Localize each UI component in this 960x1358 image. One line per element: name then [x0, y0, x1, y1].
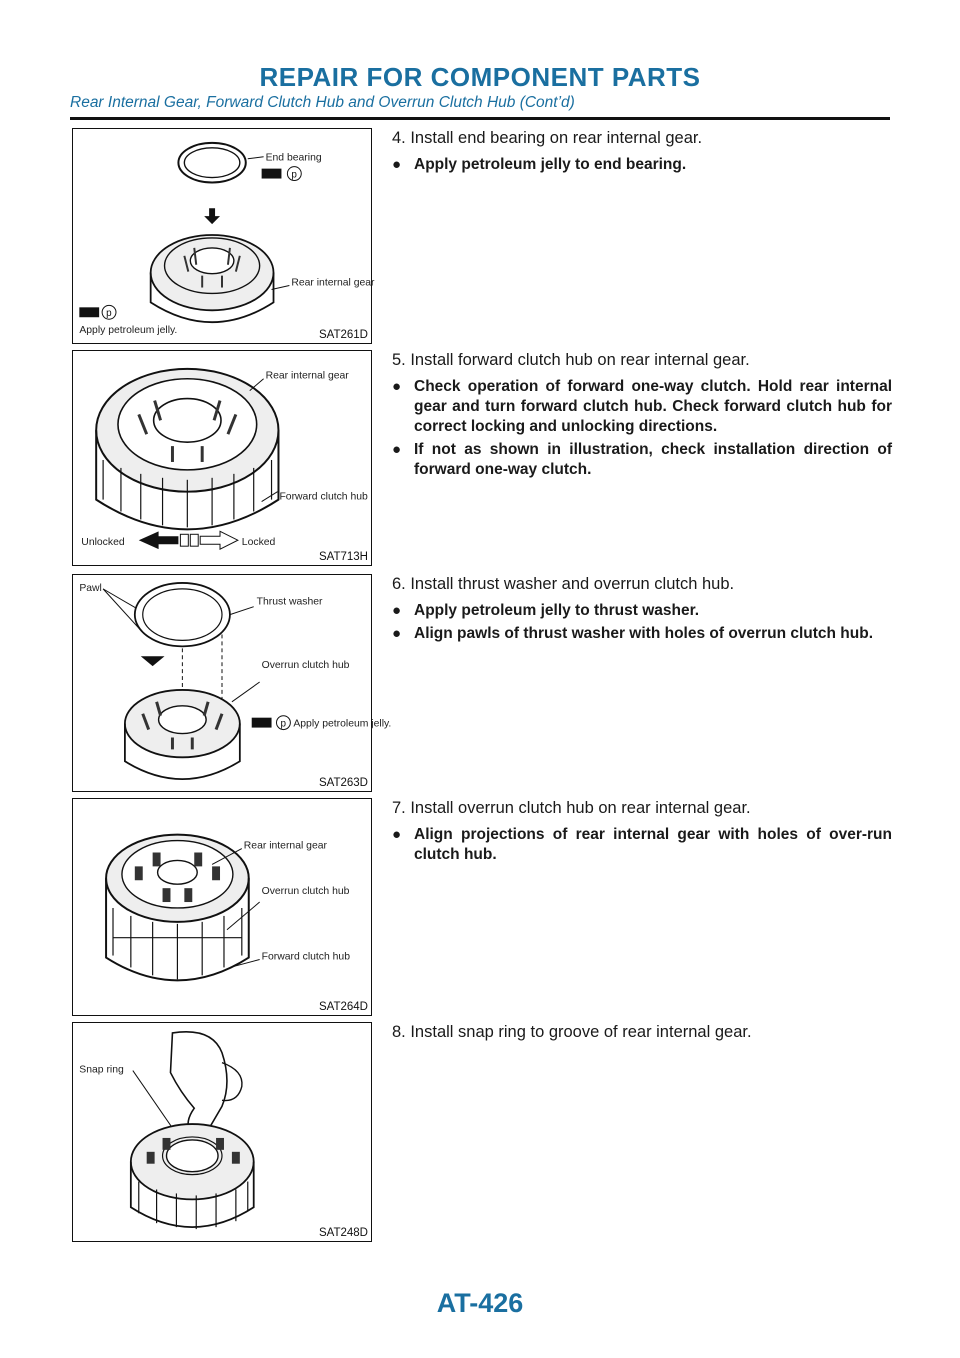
page-subtitle: Rear Internal Gear, Forward Clutch Hub and Overrun Clutch Hub (Cont’d) [70, 94, 575, 111]
label-unlocked: Unlocked [81, 537, 125, 549]
svg-text:p: p [106, 308, 112, 320]
label-overrun-clutch-hub: Overrun clutch hub [261, 886, 350, 898]
bullet-icon: ● [392, 625, 402, 642]
figure-forward-clutch-hub [72, 350, 372, 566]
label-snap-ring: Snap ring [79, 1064, 124, 1076]
overrun-clutch-hub-illustration [73, 799, 371, 1015]
bullet-item: ● Apply petroleum jelly to end bearing. [392, 156, 687, 173]
step-text [392, 1022, 892, 1049]
label-apply-petroleum-jelly: Apply petroleum jelly. [79, 325, 178, 337]
step-instruction: 5. Install forward clutch hub on rear internal gear. [392, 351, 750, 369]
figure-code: SAT261D [318, 329, 368, 341]
step-text [392, 798, 892, 868]
figure-code: SAT263D [318, 777, 368, 789]
step-instruction: 6. Install thrust washer and overrun clutch hub. [392, 575, 735, 593]
end-bearing-illustration [73, 129, 375, 343]
forward-clutch-hub-illustration [73, 351, 371, 565]
figure-overrun-clutch-hub [72, 798, 372, 1016]
label-overrun-clutch-hub: Overrun clutch hub [261, 660, 350, 672]
label-pawl: Pawl [79, 582, 102, 594]
header-divider [70, 117, 890, 120]
page-title: REPAIR FOR COMPONENT PARTS [259, 62, 701, 92]
figure-code: SAT264D [318, 1001, 368, 1013]
bullet-icon: ● [392, 156, 402, 173]
figure-end-bearing [72, 128, 375, 344]
bullet-item: ● If not as shown in illustration, check installation direction of forward one-way clutch. [392, 441, 892, 478]
step-text [392, 128, 892, 178]
label-end-bearing: End bearing [265, 152, 322, 164]
svg-text:p: p [280, 718, 286, 730]
figure-snap-ring [72, 1022, 372, 1242]
step-text [392, 350, 892, 483]
bullet-icon: ● [392, 826, 402, 843]
label-forward-clutch-hub: Forward clutch hub [261, 951, 351, 963]
step-instruction: 7. Install overrun clutch hub on rear internal gear. [392, 799, 751, 817]
figure-code: SAT713H [318, 551, 368, 563]
label-forward-clutch-hub: Forward clutch hub [279, 491, 368, 503]
snap-ring-illustration [73, 1023, 371, 1241]
label-rear-internal-gear: Rear internal gear [243, 840, 327, 852]
hand-icon [170, 1032, 226, 1136]
bullet-item: ● Apply petroleum jelly to thrust washer. [392, 602, 700, 619]
page-number: AT-426 [436, 1288, 524, 1318]
bullet-item: ● Align pawls of thrust washer with holes of overrun clutch hub. [392, 625, 874, 642]
label-apply-petroleum-jelly: Apply petroleum jelly. [293, 718, 392, 730]
locked-arrow-icon [200, 531, 238, 549]
svg-text:p: p [291, 169, 297, 181]
step-instruction: 4. Install end bearing on rear internal gear. [392, 129, 703, 147]
step-text [392, 574, 892, 647]
page-header [70, 62, 890, 112]
figure-code: SAT248D [318, 1227, 368, 1239]
label-thrust-washer: Thrust washer [256, 596, 323, 608]
bullet-icon: ● [392, 602, 402, 619]
label-rear-internal-gear: Rear internal gear [291, 277, 375, 289]
bullet-icon: ● [392, 441, 402, 458]
bullet-icon: ● [392, 378, 402, 395]
unlocked-arrow-icon [139, 531, 179, 549]
thrust-washer-illustration [73, 575, 392, 791]
figure-thrust-washer [72, 574, 392, 792]
label-locked: Locked [241, 537, 276, 549]
step-instruction: 8. Install snap ring to groove of rear internal gear. [392, 1023, 752, 1041]
bullet-item: ● Check operation of forward one-way clutch. Hold rear internal gear and turn forward clutch hub. Check forward clutch hub for correct locking and unlocking directions. [392, 378, 892, 435]
label-rear-internal-gear: Rear internal gear [265, 370, 349, 382]
bullet-item: ● Align projections of rear internal gear with holes of over-run clutch hub. [392, 826, 892, 863]
